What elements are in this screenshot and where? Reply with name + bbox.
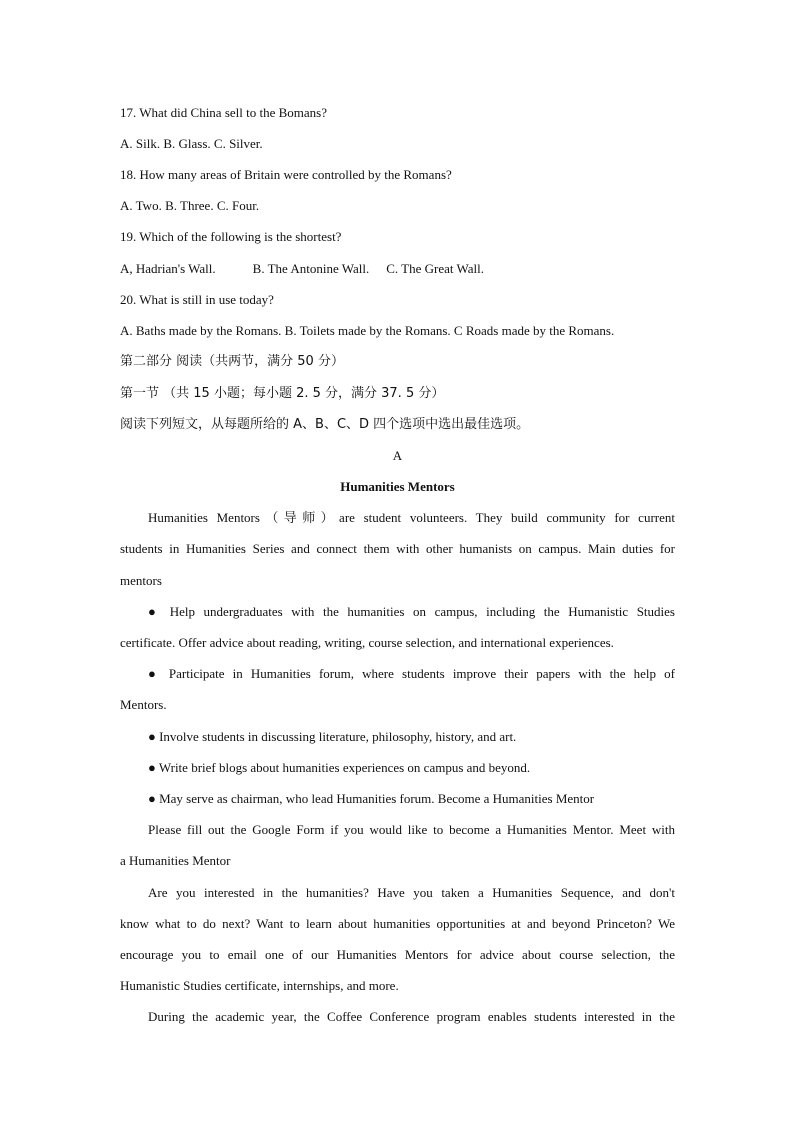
option-b: B. The Antonine Wall. (252, 261, 370, 276)
paragraph-3-line-2: know what to do next? Want to learn about humanities opportunities at and beyond Princeton? We (120, 916, 675, 931)
passage-letter: A (392, 448, 403, 463)
bullet-4: ● Write brief blogs about humanities experiences on campus and beyond. (148, 760, 531, 775)
section-heading-sec1: 第一节 （共 15 小题；每小题 2. 5 分，满分 37. 5 分） (120, 386, 445, 401)
question-19: 19. Which of the following is the shortest? (120, 229, 342, 244)
option-a: A, Hadrian's Wall. (120, 261, 216, 276)
bullet-2-line-2: Mentors. (120, 697, 167, 712)
paragraph-3-line-4: Humanistic Studies certificate, internships, and more. (120, 978, 399, 993)
bullet-1-line-2: certificate. Offer advice about reading, writing, course selection, and international experiences. (120, 635, 614, 650)
paragraph-2-line-2: a Humanities Mentor (120, 853, 231, 868)
bullet-2-line-1: ● Participate in Humanities forum, where students improve their papers with the help of (148, 666, 675, 681)
bullet-5: ● May serve as chairman, who lead Humanities forum. Become a Humanities Mentor (148, 791, 595, 806)
option-c: C. The Great Wall. (386, 261, 484, 276)
paragraph-3-line-3: encourage you to email one of our Humanities Mentors for advice about course selection, the (120, 947, 675, 962)
paragraph-1-line-2: students in Humanities Series and connect them with other humanists on campus. Main duties for (120, 541, 675, 556)
bullet-3: ● Involve students in discussing literature, philosophy, history, and art. (148, 729, 517, 744)
paragraph-1-line-3: mentors (120, 573, 162, 588)
question-17: 17. What did China sell to the Bomans? (120, 105, 328, 120)
section-instruction: 阅读下列短文，从每题所给的 A、B、C、D 四个选项中选出最佳选项。 (120, 417, 530, 432)
passage-title: Humanities Mentors (340, 479, 455, 494)
paragraph-2-line-1: Please fill out the Google Form if you would like to become a Humanities Mentor. Meet with (148, 822, 675, 837)
question-18: 18. How many areas of Britain were controlled by the Romans? (120, 167, 452, 182)
question-20-options: A. Baths made by the Romans. B. Toilets made by the Romans. C Roads made by the Romans. (120, 323, 615, 338)
paragraph-1-line-1: Humanities Mentors（导师）are student volunteers. They build community for current (148, 510, 675, 525)
question-20: 20. What is still in use today? (120, 292, 274, 307)
paragraph-4-line-1: During the academic year, the Coffee Conference program enables students interested in the (148, 1009, 675, 1024)
question-18-options: A. Two. B. Three. C. Four. (120, 198, 260, 213)
bullet-1-line-1: ● Help undergraduates with the humanities on campus, including the Humanistic Studies (148, 604, 675, 619)
question-19-options (120, 260, 675, 278)
section-heading-part2: 第二部分 阅读（共两节，满分 50 分） (120, 354, 344, 369)
paragraph-3-line-1: Are you interested in the humanities? Have you taken a Humanities Sequence, and don't (148, 885, 675, 900)
question-17-options: A. Silk. B. Glass. C. Silver. (120, 136, 263, 151)
